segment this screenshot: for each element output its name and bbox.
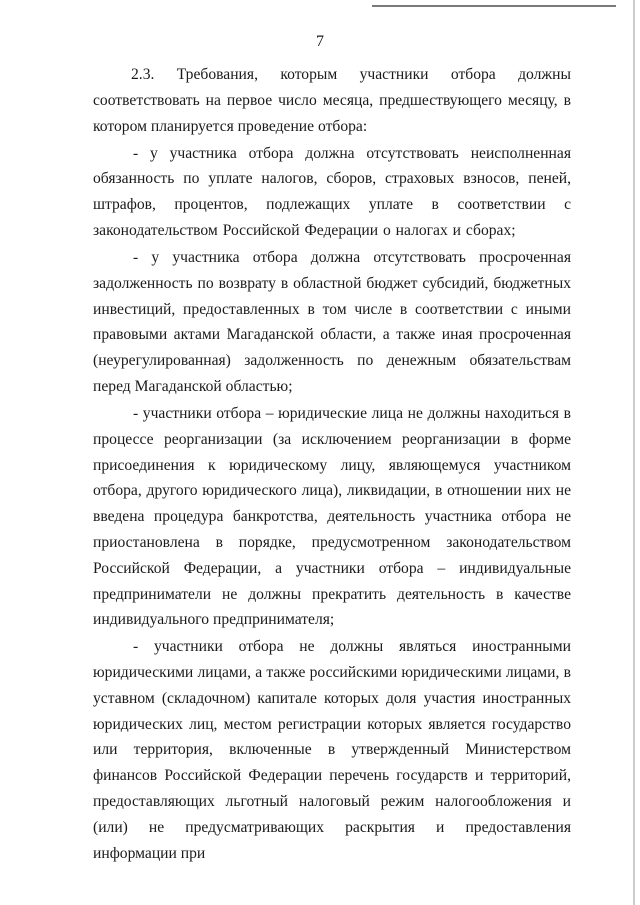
paragraph-requirements-intro: 2.3. Требования, которым участники отбора должны соответствовать на первое число месяца, предшествующего месяцу, в котором планируется проведение отбора: bbox=[93, 66, 571, 135]
paragraph-overdue-debt: - у участника отбора должна отсутствовать просроченная задолженность по возврату в областной бюджет субсидий, бюджетных инвестиций, предоставленных в том числе в соответствии с иными правовыми актами Магаданской области, а также иная просроченная (неурегулированная) задолженность по денежным обязательствам перед Магаданской областью; bbox=[93, 248, 571, 395]
document-body bbox=[93, 62, 571, 868]
paragraph-reorganization: - участники отбора – юридические лица не должны находиться в процессе реорганизации (за исключением реорганизации в форме присоединения к юридическому лицу, являющемуся участником отбора, другого юридического лица), ликвидации, в отношении них не введена процедура банкротства, деятельность участника отбора не приостановлена в порядке, предусмотренном законодательством Российской Федерации, а участники отбора – индивидуальные предприниматели не должны прекратить деятельность в качестве индивидуального предпринимателя; bbox=[93, 404, 571, 629]
paragraph-foreign-entities: - участники отбора не должны являться иностранными юридическими лицами, а также российскими юридическими лицами, в уставном (складочном) капитале которых доля участия иностранных юридических лиц, местом регистрации которых является государство или территория, включенные в утвержденный Министерством финансов Российской Федерации перечень государств и территорий, предоставляющих льготный налоговый режим налогообложения и (или) не предусматривающих раскрытия и предоставления информации при bbox=[93, 638, 571, 862]
paragraph-tax-obligations: - у участника отбора должна отсутствовать неисполненная обязанность по уплате налогов, сборов, страховых взносов, пеней, штрафов, процентов, подлежащих уплате в соответствии с законодательством Российской Федерации о налогах и сборах; bbox=[93, 144, 571, 239]
page-number: 7 bbox=[316, 33, 324, 50]
